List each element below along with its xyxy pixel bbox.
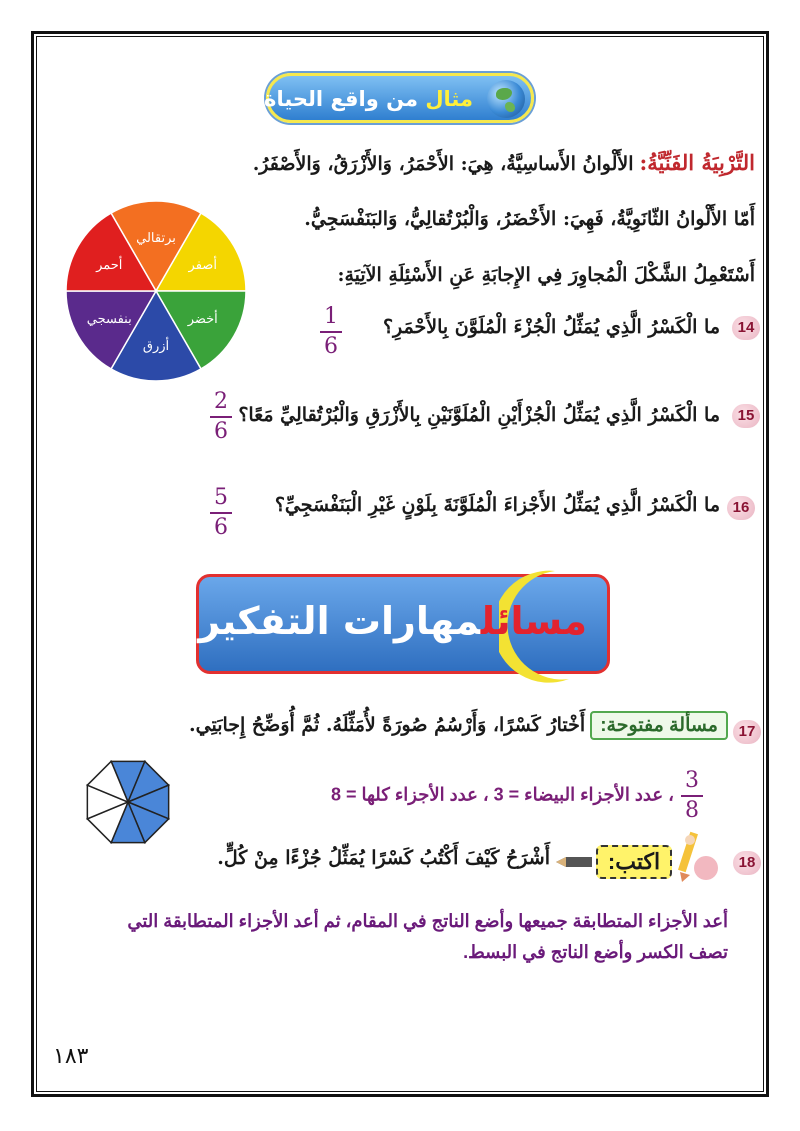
art-primary-line (253, 150, 755, 175)
wheel-segment-label: برتقالي (136, 230, 176, 245)
answer-denominator: 6 (214, 418, 228, 444)
hots-banner (75, 574, 610, 674)
answer-numerator: 5 (214, 485, 228, 510)
answer-numerator: 2 (214, 389, 228, 414)
question-15-answer (208, 391, 234, 443)
globe-icon (487, 80, 525, 118)
question-18-number: 18 (733, 851, 761, 875)
wheel-segment-label: أحمر (96, 257, 123, 272)
question-17-answer (331, 770, 705, 822)
wheel-segment-label: أزرق (142, 338, 170, 353)
octagon-figure (82, 756, 174, 848)
question-18-text: أَشْرَحُ كَيْفَ أَكْتُبُ كَسْرًا يُمَثِّلُ جُزْءًا مِنْ كُلٍّ. (217, 847, 550, 869)
hots-title (76, 599, 587, 643)
question-17-answer-text: ، عدد الأجزاء البيضاء = 3 ، عدد الأجزاء كلها = 8 (331, 784, 674, 805)
question-17-text: أَخْتارُ كَسْرًا، وَأَرْسُمُ صُورَةً لأُمَثِّلَهُ. ثُمَّ أُوَضِّحُ إِجابَتِي. (189, 714, 586, 736)
question-15-number: 15 (732, 404, 760, 428)
wheel-segment-label: أخضر (187, 311, 218, 326)
question-17-row (189, 714, 728, 737)
hots-rest: مهارات التفكير العليا: (75, 599, 481, 643)
art-education-label: التَّرْبِيَةُ الفَنِّيَّةُ: (639, 150, 755, 175)
hots-red-word: مسائل (480, 599, 587, 643)
write-label: اكتب: (596, 845, 672, 879)
color-wheel (64, 199, 248, 383)
question-15-text: ما الْكَسْرُ الَّذِي يُمَثِّلُ الْجُزْأَيْنِ الْمُلَوَّنَيْنِ بِالأَزْرَقِ وَالْبُرْتُقالِيِّ مَعًا؟ (238, 404, 720, 426)
pencil-mascot-icon (676, 828, 720, 888)
banner-title (256, 87, 473, 111)
question-17-answer-fraction (679, 770, 705, 822)
answer-numerator: 3 (685, 768, 699, 793)
primary-colors-text: الأَلْوانُ الأَساسِيَّةُ، هِيَ: الأَحْمَرُ، وَالأَزْرَقُ، وَالأَصْفَرُ. (252, 153, 634, 175)
instruction-text: أَسْتَعْمِلُ الشَّكْلَ الْمُجاوِرَ فِي الإِجابَةِ عَنِ الأَسْئِلَةِ الآتِيَةِ: (337, 264, 755, 286)
page-number: ١٨٣ (53, 1044, 89, 1069)
wheel-segment-label: بنفسجي (86, 311, 132, 326)
banner-prefix: مثال (425, 87, 473, 111)
question-14-answer (318, 306, 344, 358)
pencil-icon (556, 853, 594, 871)
real-life-banner (255, 73, 534, 123)
answer-denominator: 6 (324, 333, 338, 359)
answer-denominator: 8 (685, 797, 699, 823)
wheel-segment-label: أصفر (188, 257, 217, 272)
answer-numerator: 1 (324, 304, 338, 329)
answer-denominator: 6 (214, 514, 228, 540)
open-problem-label: مسألة مفتوحة: (590, 711, 728, 740)
question-14-number: 14 (732, 316, 760, 340)
question-18-explanation: أعد الأجزاء المتطابقة جميعها وأضع الناتج في المقام، ثم أعد الأجزاء المتطابقة التي تصف الكسر وأضع الناتج في البسط. (127, 911, 728, 962)
question-16-number: 16 (727, 496, 755, 520)
question-16-answer (208, 487, 234, 539)
question-14-text: ما الْكَسْرُ الَّذِي يُمَثِّلُ الْجُزْءَ الْمُلَوَّنَ بِالأَحْمَرِ؟ (382, 316, 720, 338)
question-16-text: ما الْكَسْرُ الَّذِي يُمَثِّلُ الأَجْزاءَ الْمُلَوَّنَةَ بِلَوْنٍ غَيْرِ الْبَنَفْسَجِيِّ؟ (274, 494, 720, 516)
banner-rest: من واقع الحياة: (255, 87, 418, 111)
secondary-colors-text: أَمّا الأَلْوانُ الثّانَوِيَّةُ، فَهِيَ: الأَخْضَرُ، وَالْبُرْتُقالِيُّ، وَالبَنَفْسَجِيُّ. (304, 208, 755, 230)
question-17-number: 17 (733, 720, 761, 744)
